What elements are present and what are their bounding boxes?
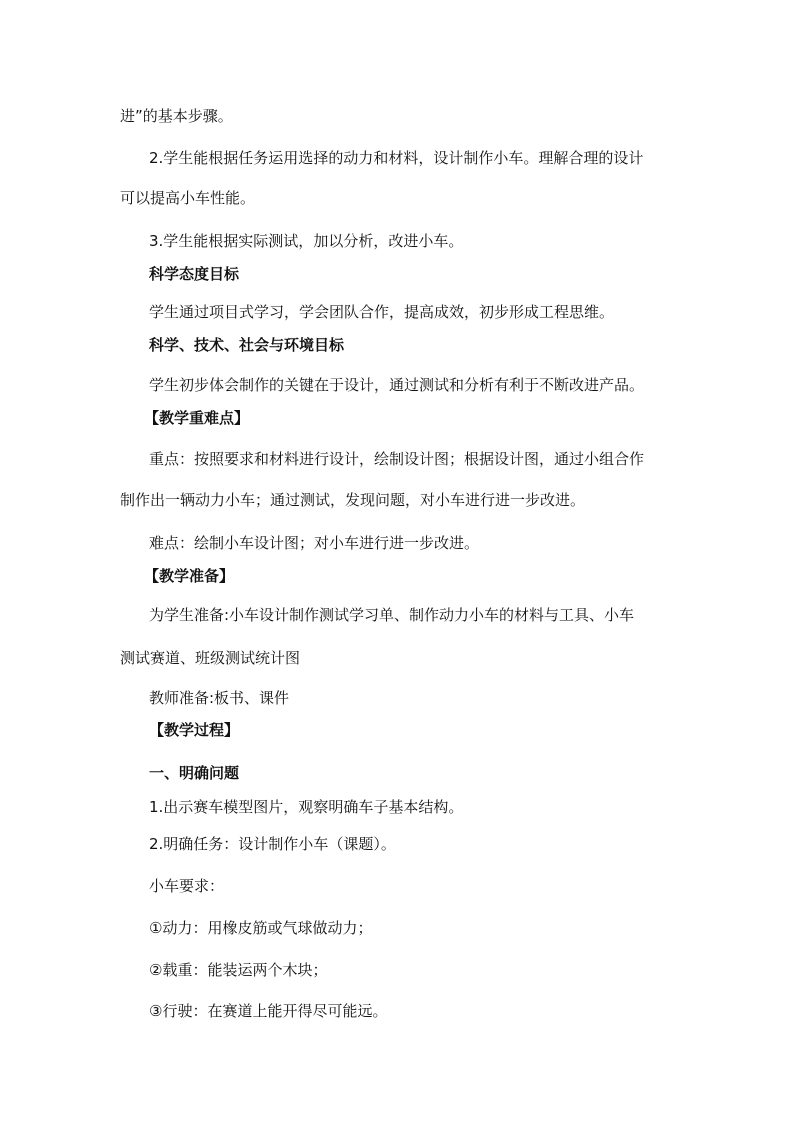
- paragraph-line: 3.学生能根据实际测试，加以分析，改进小车。: [149, 232, 464, 250]
- section-heading: 【教学过程】: [149, 721, 240, 739]
- paragraph-line: 小车要求：: [149, 877, 225, 895]
- section-heading: 【教学重难点】: [144, 409, 250, 427]
- paragraph-line: 制作出一辆动力小车；通过测试，发现问题，对小车进行进一步改进。: [120, 491, 586, 509]
- paragraph-line: 1.出示赛车模型图片，观察明确车子基本结构。: [149, 798, 464, 816]
- paragraph-line: 为学生准备:小车设计制作测试学习单、制作动力小车的材料与工具、小车: [149, 606, 635, 624]
- list-item: ②载重：能装运两个木块；: [149, 961, 328, 979]
- paragraph-line: 可以提高小车性能。: [120, 189, 256, 207]
- paragraph-line: 学生初步体会制作的关键在于设计，通过测试和分析有利于不断改进产品。: [149, 376, 645, 394]
- paragraph-line: 学生通过项目式学习，学会团队合作，提高成效，初步形成工程思维。: [149, 303, 615, 321]
- section-heading: 科学、技术、社会与环境目标: [149, 336, 345, 354]
- paragraph-line: 2.明确任务：设计制作小车（课题）。: [149, 835, 396, 853]
- paragraph-line: 测试赛道、班级测试统计图: [120, 649, 301, 667]
- section-heading: 科学态度目标: [149, 265, 240, 283]
- list-item: ③行驶：在赛道上能开得尽可能远。: [149, 1002, 388, 1020]
- paragraph-line: 难点：绘制小车设计图；对小车进行进一步改进。: [149, 534, 480, 552]
- paragraph-line: 2.学生能根据任务运用选择的动力和材料，设计制作小车。理解合理的设计: [149, 149, 644, 167]
- paragraph-line: 教师准备:板书、课件: [149, 689, 290, 707]
- section-heading: 【教学准备】: [144, 567, 235, 585]
- section-heading: 一、明确问题: [149, 764, 240, 782]
- paragraph-line: 进”的基本步骤。: [120, 107, 233, 125]
- list-item: ①动力：用橡皮筋或气球做动力；: [149, 919, 373, 937]
- paragraph-line: 重点：按照要求和材料进行设计，绘制设计图；根据设计图，通过小组合作: [149, 450, 645, 468]
